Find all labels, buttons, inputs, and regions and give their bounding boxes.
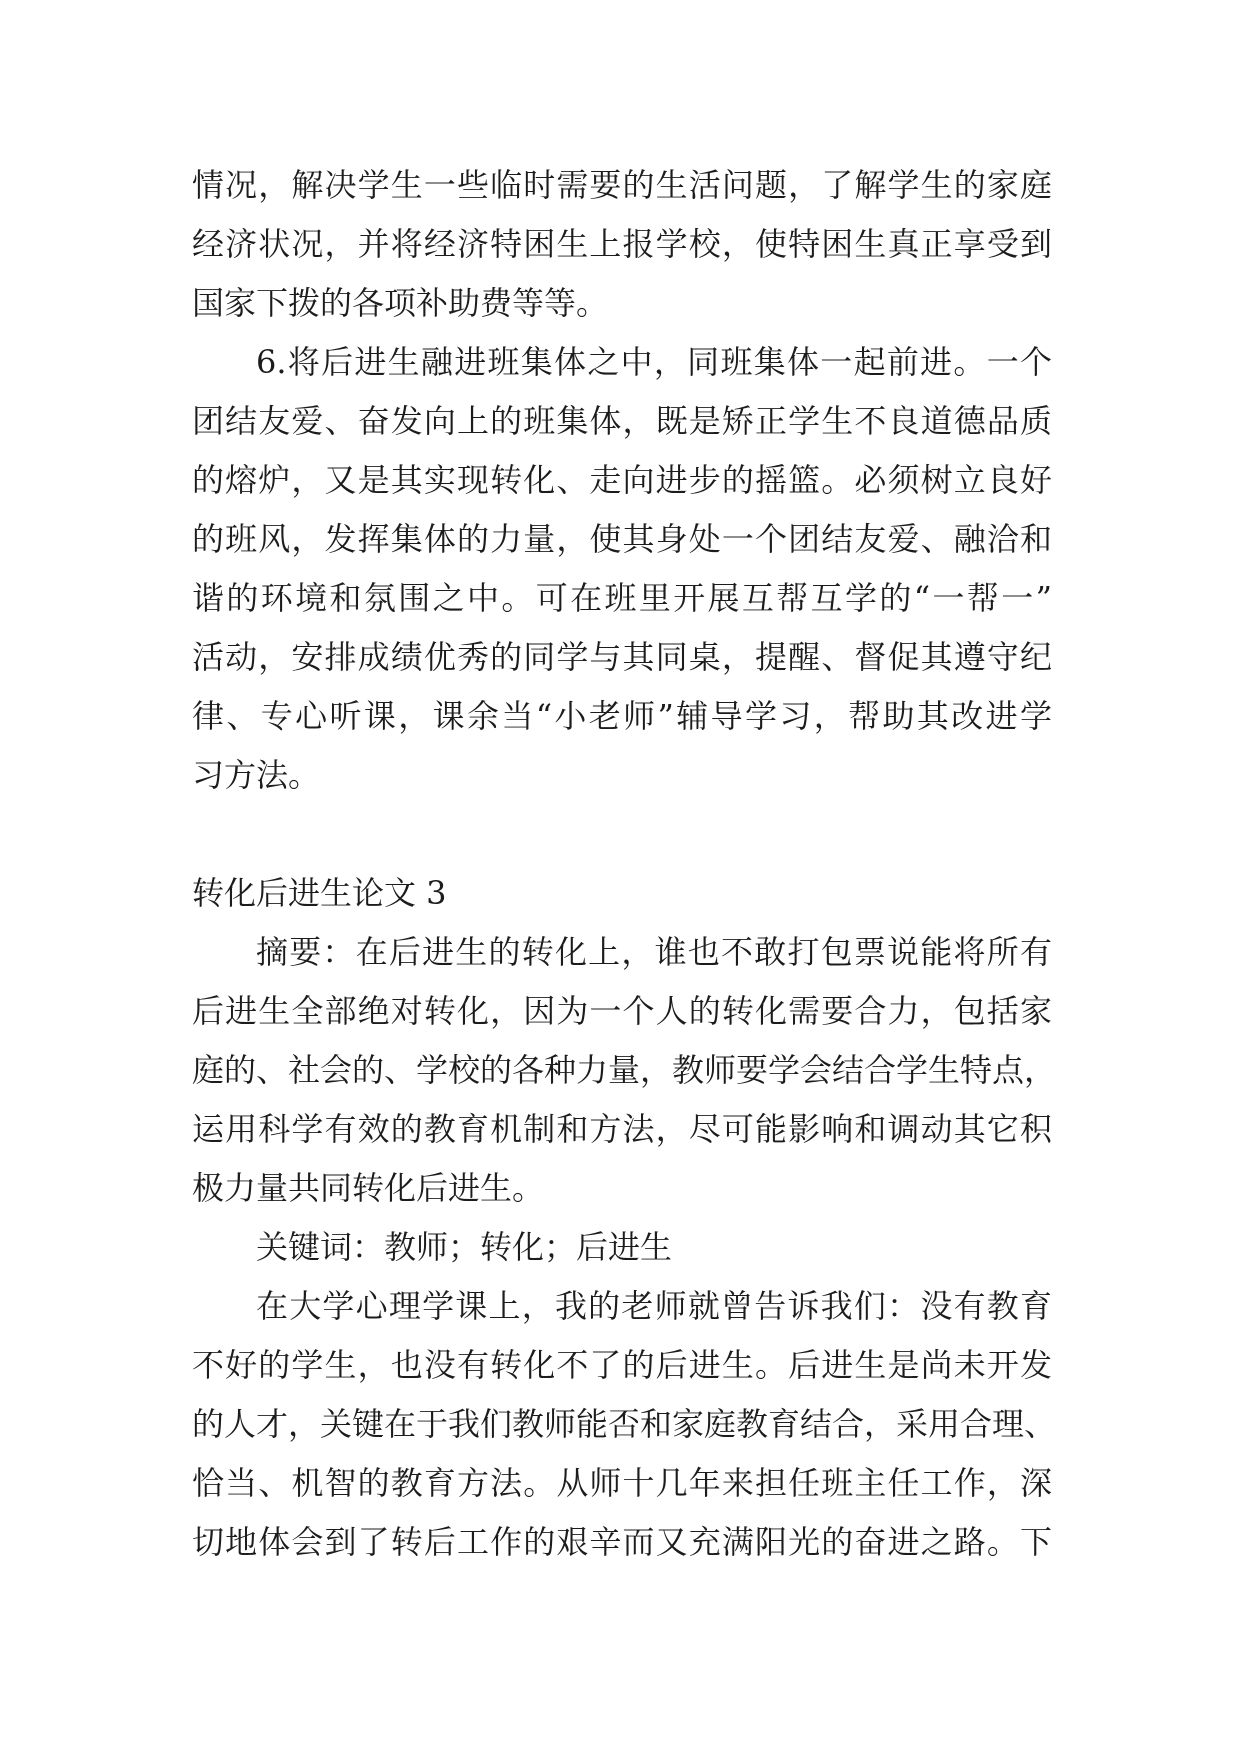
paragraph-line: 习方法。 [192,756,321,794]
paragraph-line: 关键词：教师；转化；后进生 [256,1228,673,1266]
paragraph-line: 的人才，关键在于我们教师能否和家庭教育结合，采用合理、 [192,1405,1057,1443]
paragraph-line: 的熔炉，又是其实现转化、走向进步的摇篮。必须树立良好 [192,461,1052,499]
paragraph-line: 活动，安排成绩优秀的同学与其同桌，提醒、督促其遵守纪 [192,638,1052,676]
paragraph-line: 经济状况，并将经济特困生上报学校，使特困生真正享受到 [192,225,1052,263]
abstract-paragraph [192,923,1057,1218]
paragraph-line: 后进生全部绝对转化，因为一个人的转化需要合力，包括家 [192,992,1052,1030]
paragraph-line: 摘要：在后进生的转化上，谁也不敢打包票说能将所有 [256,933,1052,971]
paragraph-line: 的班风，发挥集体的力量，使其身处一个团结友爱、融洽和 [192,520,1052,558]
paragraph-item-6 [192,333,1052,805]
paragraph-line: 律、专心听课，课余当“小老师”辅导学习，帮助其改进学 [192,697,1052,735]
section-heading: 转化后进生论文 3 [192,874,447,912]
paragraph-line: 不好的学生，也没有转化不了的后进生。后进生是尚未开发 [192,1346,1052,1384]
paragraph-line: 运用科学有效的教育机制和方法，尽可能影响和调动其它积 [192,1110,1052,1148]
keywords-paragraph [192,1218,1052,1277]
paragraph-continuation [192,156,1052,333]
paragraph-line: 6.将后进生融进班集体之中，同班集体一起前进。一个 [256,343,1052,381]
paragraph-line: 庭的、社会的、学校的各种力量，教师要学会结合学生特点， [192,1051,1057,1089]
paragraph-line: 在大学心理学课上，我的老师就曾告诉我们：没有教育 [256,1287,1052,1325]
paragraph-line: 切地体会到了转后工作的艰辛而又充满阳光的奋进之路。下 [192,1523,1052,1561]
body-paragraph [192,1277,1057,1572]
paragraph-line: 恰当、机智的教育方法。从师十几年来担任班主任工作，深 [192,1464,1052,1502]
paragraph-line: 极力量共同转化后进生。 [192,1169,545,1207]
section-spacer [192,805,1052,864]
paragraph-line: 团结友爱、奋发向上的班集体，既是矫正学生不良道德品质 [192,402,1052,440]
paragraph-line: 国家下拨的各项补助费等等。 [192,284,609,322]
paragraph-line: 谐的环境和氛围之中。可在班里开展互帮互学的“一帮一” [192,579,1052,617]
paragraph-line: 情况，解决学生一些临时需要的生活问题，了解学生的家庭 [192,166,1052,204]
document-body [192,156,1057,1572]
